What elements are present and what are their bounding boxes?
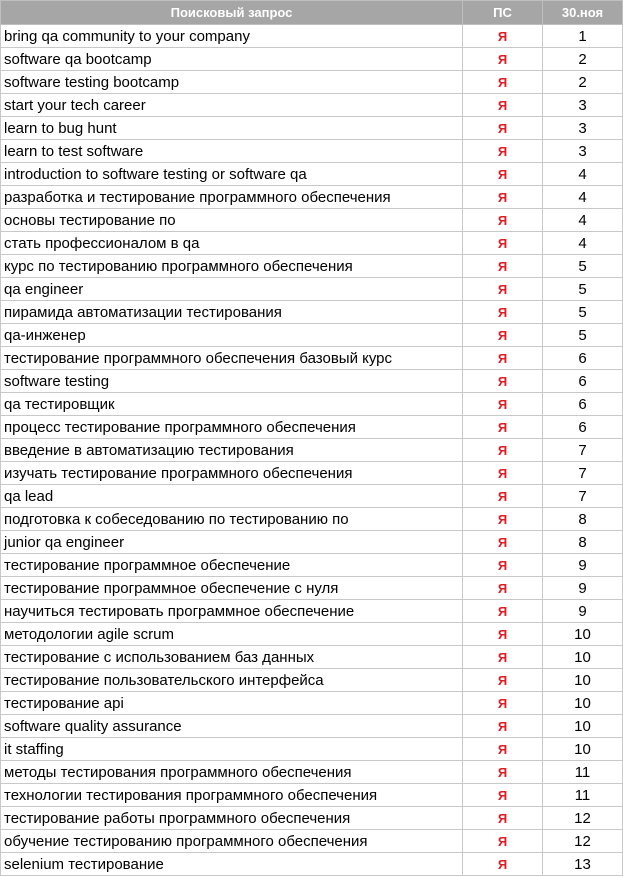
position-cell[interactable]: 10	[543, 646, 623, 669]
search-engine-cell[interactable]: Я	[463, 347, 543, 370]
table-row	[1, 48, 623, 71]
search-engine-cell[interactable]: Я	[463, 646, 543, 669]
query-cell[interactable]: learn to test software	[1, 140, 463, 163]
query-cell[interactable]: software quality assurance	[1, 715, 463, 738]
table-row	[1, 830, 623, 853]
query-cell[interactable]: тестирование программное обеспечение с нуля	[1, 577, 463, 600]
search-engine-cell[interactable]: Я	[463, 416, 543, 439]
query-cell[interactable]: start your tech career	[1, 94, 463, 117]
query-cell[interactable]: introduction to software testing or software qa	[1, 163, 463, 186]
table-row	[1, 393, 623, 416]
position-cell[interactable]: 11	[543, 761, 623, 784]
search-engine-cell[interactable]: Я	[463, 784, 543, 807]
query-cell[interactable]: it staffing	[1, 738, 463, 761]
search-engine-cell[interactable]: Я	[463, 209, 543, 232]
table-row	[1, 508, 623, 531]
search-engine-cell[interactable]: Я	[463, 623, 543, 646]
table-row	[1, 439, 623, 462]
query-cell[interactable]: обучение тестированию программного обеспечения	[1, 830, 463, 853]
search-engine-cell[interactable]: Я	[463, 508, 543, 531]
query-cell[interactable]: bring qa community to your company	[1, 25, 463, 48]
search-engine-cell[interactable]: Я	[463, 25, 543, 48]
query-cell[interactable]: пирамида автоматизации тестирования	[1, 301, 463, 324]
search-engine-cell[interactable]: Я	[463, 324, 543, 347]
table-row	[1, 255, 623, 278]
query-cell[interactable]: learn to bug hunt	[1, 117, 463, 140]
position-cell[interactable]: 10	[543, 715, 623, 738]
query-cell[interactable]: software testing	[1, 370, 463, 393]
query-cell[interactable]: тестирование программное обеспечение	[1, 554, 463, 577]
table-row	[1, 715, 623, 738]
table-body	[1, 25, 623, 876]
position-cell[interactable]: 1	[543, 25, 623, 48]
position-cell[interactable]: 11	[543, 784, 623, 807]
header-row	[1, 1, 623, 25]
position-cell[interactable]: 10	[543, 692, 623, 715]
position-cell[interactable]: 7	[543, 485, 623, 508]
query-cell[interactable]: тестирование с использованием баз данных	[1, 646, 463, 669]
search-engine-cell[interactable]: Я	[463, 554, 543, 577]
search-engine-cell[interactable]: Я	[463, 669, 543, 692]
search-engine-cell[interactable]: Я	[463, 278, 543, 301]
search-engine-cell[interactable]: Я	[463, 393, 543, 416]
position-cell[interactable]: 12	[543, 807, 623, 830]
position-cell[interactable]: 5	[543, 324, 623, 347]
position-cell[interactable]: 9	[543, 577, 623, 600]
query-cell[interactable]: software testing bootcamp	[1, 71, 463, 94]
position-cell[interactable]: 6	[543, 347, 623, 370]
position-cell[interactable]: 9	[543, 600, 623, 623]
position-cell[interactable]: 2	[543, 48, 623, 71]
table-row	[1, 278, 623, 301]
query-cell[interactable]: qa engineer	[1, 278, 463, 301]
query-cell[interactable]: курс по тестированию программного обеспечения	[1, 255, 463, 278]
query-cell[interactable]: подготовка к собеседованию по тестированию по	[1, 508, 463, 531]
query-cell[interactable]: введение в автоматизацию тестирования	[1, 439, 463, 462]
search-engine-cell[interactable]: Я	[463, 301, 543, 324]
position-cell[interactable]: 10	[543, 669, 623, 692]
table-row	[1, 462, 623, 485]
table-row	[1, 807, 623, 830]
table-row	[1, 692, 623, 715]
query-cell[interactable]: selenium тестирование	[1, 853, 463, 876]
search-engine-cell[interactable]: Я	[463, 71, 543, 94]
query-cell[interactable]: qa-инженер	[1, 324, 463, 347]
position-cell[interactable]: 6	[543, 370, 623, 393]
query-cell[interactable]: разработка и тестирование программного обеспечения	[1, 186, 463, 209]
position-cell[interactable]: 3	[543, 117, 623, 140]
search-engine-cell[interactable]: Я	[463, 692, 543, 715]
query-cell[interactable]: изучать тестирование программного обеспечения	[1, 462, 463, 485]
query-cell[interactable]: методы тестирования программного обеспечения	[1, 761, 463, 784]
table-row	[1, 186, 623, 209]
position-cell[interactable]: 5	[543, 278, 623, 301]
search-engine-cell[interactable]: Я	[463, 94, 543, 117]
header-date[interactable]: 30.ноя	[543, 1, 623, 25]
table-row	[1, 232, 623, 255]
position-cell[interactable]: 12	[543, 830, 623, 853]
query-cell[interactable]: методологии agile scrum	[1, 623, 463, 646]
table-row	[1, 370, 623, 393]
position-cell[interactable]: 10	[543, 623, 623, 646]
position-cell[interactable]: 4	[543, 209, 623, 232]
table-row	[1, 623, 623, 646]
search-engine-cell[interactable]: Я	[463, 439, 543, 462]
position-cell[interactable]: 10	[543, 738, 623, 761]
position-cell[interactable]: 5	[543, 255, 623, 278]
search-engine-cell[interactable]: Я	[463, 485, 543, 508]
header-query[interactable]: Поисковый запрос	[1, 1, 463, 25]
table-row	[1, 163, 623, 186]
search-engine-cell[interactable]: Я	[463, 163, 543, 186]
query-cell[interactable]: software qa bootcamp	[1, 48, 463, 71]
position-cell[interactable]: 3	[543, 94, 623, 117]
position-cell[interactable]: 7	[543, 462, 623, 485]
position-cell[interactable]: 8	[543, 531, 623, 554]
table-row	[1, 94, 623, 117]
table-row	[1, 531, 623, 554]
table-row	[1, 324, 623, 347]
search-engine-cell[interactable]: Я	[463, 853, 543, 876]
query-cell[interactable]: тестирование работы программного обеспечения	[1, 807, 463, 830]
search-engine-cell[interactable]: Я	[463, 370, 543, 393]
table-row	[1, 784, 623, 807]
table-row	[1, 646, 623, 669]
position-cell[interactable]: 6	[543, 416, 623, 439]
position-cell[interactable]: 3	[543, 140, 623, 163]
search-engine-cell[interactable]: Я	[463, 715, 543, 738]
table-row	[1, 71, 623, 94]
table-row	[1, 577, 623, 600]
search-engine-cell[interactable]: Я	[463, 48, 543, 71]
position-cell[interactable]: 5	[543, 301, 623, 324]
position-cell[interactable]: 2	[543, 71, 623, 94]
table-row	[1, 209, 623, 232]
query-cell[interactable]: стать профессионалом в qa	[1, 232, 463, 255]
query-cell[interactable]: qa lead	[1, 485, 463, 508]
table-row	[1, 25, 623, 48]
table-row	[1, 554, 623, 577]
query-cell[interactable]: процесс тестирование программного обеспечения	[1, 416, 463, 439]
search-engine-cell[interactable]: Я	[463, 117, 543, 140]
position-cell[interactable]: 4	[543, 163, 623, 186]
position-cell[interactable]: 8	[543, 508, 623, 531]
search-engine-cell[interactable]: Я	[463, 761, 543, 784]
query-cell[interactable]: технологии тестирования программного обеспечения	[1, 784, 463, 807]
query-cell[interactable]: научиться тестировать программное обеспечение	[1, 600, 463, 623]
position-cell[interactable]: 4	[543, 232, 623, 255]
query-cell[interactable]: основы тестирование по	[1, 209, 463, 232]
search-engine-cell[interactable]: Я	[463, 577, 543, 600]
table-row	[1, 416, 623, 439]
table-row	[1, 761, 623, 784]
query-cell[interactable]: тестирование api	[1, 692, 463, 715]
search-engine-cell[interactable]: Я	[463, 807, 543, 830]
query-cell[interactable]: тестирование пользовательского интерфейса	[1, 669, 463, 692]
table-row	[1, 669, 623, 692]
table-row	[1, 738, 623, 761]
position-cell[interactable]: 4	[543, 186, 623, 209]
search-engine-cell[interactable]: Я	[463, 830, 543, 853]
search-engine-cell[interactable]: Я	[463, 140, 543, 163]
search-engine-cell[interactable]: Я	[463, 232, 543, 255]
search-engine-cell[interactable]: Я	[463, 462, 543, 485]
search-engine-cell[interactable]: Я	[463, 600, 543, 623]
table-row	[1, 140, 623, 163]
table-row	[1, 117, 623, 140]
position-cell[interactable]: 7	[543, 439, 623, 462]
header-search-engine[interactable]: ПС	[463, 1, 543, 25]
query-cell[interactable]: qa тестировщик	[1, 393, 463, 416]
search-engine-cell[interactable]: Я	[463, 738, 543, 761]
search-engine-cell[interactable]: Я	[463, 186, 543, 209]
position-cell[interactable]: 13	[543, 853, 623, 876]
query-cell[interactable]: junior qa engineer	[1, 531, 463, 554]
table-row	[1, 301, 623, 324]
table-row	[1, 347, 623, 370]
position-cell[interactable]: 6	[543, 393, 623, 416]
search-engine-cell[interactable]: Я	[463, 255, 543, 278]
table-row	[1, 853, 623, 876]
position-cell[interactable]: 9	[543, 554, 623, 577]
search-engine-cell[interactable]: Я	[463, 531, 543, 554]
table-row	[1, 485, 623, 508]
table-row	[1, 600, 623, 623]
query-cell[interactable]: тестирование программного обеспечения базовый курс	[1, 347, 463, 370]
